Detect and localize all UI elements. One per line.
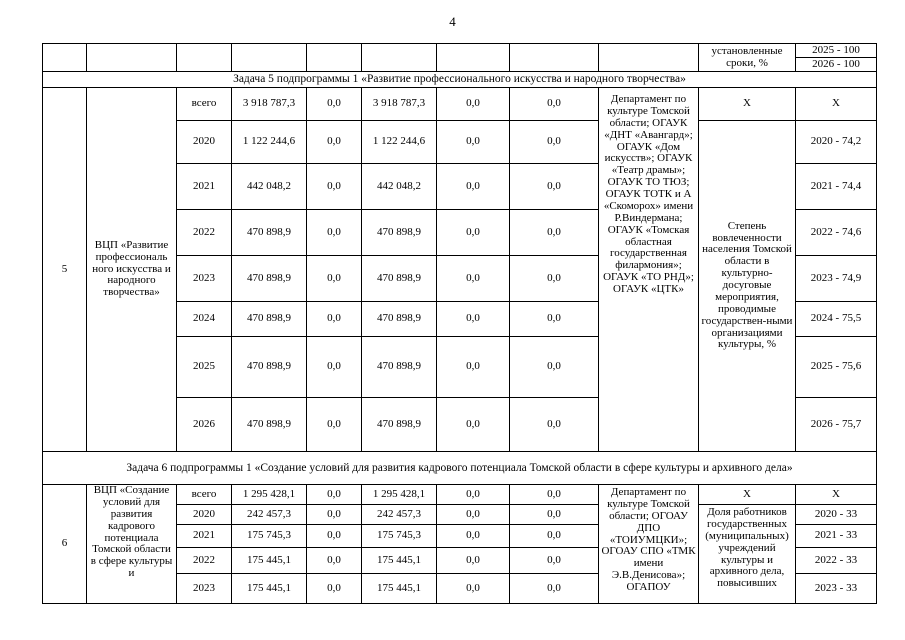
value-cell: 1 122 244,6 [362, 121, 437, 164]
indicator-x: X [699, 485, 796, 505]
year-cell: всего [177, 485, 232, 505]
target-cell: 2022 - 74,6 [796, 210, 877, 256]
task-5-number: 5 [43, 88, 87, 452]
value-cell: 0,0 [510, 88, 599, 121]
value-cell: 0,0 [510, 164, 599, 210]
value-cell: 0,0 [437, 164, 510, 210]
value-cell: 0,0 [307, 164, 362, 210]
value-cell: 242 457,3 [362, 505, 437, 525]
value-cell: 0,0 [437, 505, 510, 525]
total-cell: 442 048,2 [232, 164, 307, 210]
value-cell: 0,0 [437, 210, 510, 256]
target-cell: 2020 - 33 [796, 505, 877, 525]
value-cell: 0,0 [307, 505, 362, 525]
total-cell: 1 122 244,6 [232, 121, 307, 164]
total-cell: 175 745,3 [232, 525, 307, 548]
task-5-title: Задача 5 подпрограммы 1 «Развитие профессионального искусства и народного творчества» [43, 72, 877, 88]
value-cell: 175 445,1 [362, 548, 437, 574]
total-cell: 470 898,9 [232, 210, 307, 256]
total-cell: 470 898,9 [232, 256, 307, 302]
task-6-program-name: ВЦП «Создание условий для развития кадрового потенциала Томской области в сфере культуры и [87, 485, 177, 604]
task-5-row [43, 88, 877, 121]
year-cell: 2023 [177, 574, 232, 604]
program-table [42, 43, 877, 604]
year-cell: 2020 [177, 121, 232, 164]
year-cell: 2020 [177, 505, 232, 525]
value-cell: 442 048,2 [362, 164, 437, 210]
task-6-number: 6 [43, 485, 87, 604]
value-cell: 0,0 [307, 210, 362, 256]
value-cell: 470 898,9 [362, 398, 437, 452]
task-6-title: Задача 6 подпрограммы 1 «Создание условий для развития кадрового потенциала Томской области в сфере культуры и архивного дела» [43, 452, 877, 485]
carryover-target: 2026 - 100 [796, 58, 877, 72]
value-cell: 0,0 [307, 337, 362, 398]
year-cell: 2021 [177, 164, 232, 210]
value-cell: 0,0 [510, 574, 599, 604]
target-cell: 2022 - 33 [796, 548, 877, 574]
value-cell: 0,0 [307, 398, 362, 452]
target-cell: 2023 - 74,9 [796, 256, 877, 302]
value-cell: 470 898,9 [362, 302, 437, 337]
value-cell: 470 898,9 [362, 337, 437, 398]
task-6-header [43, 452, 877, 485]
value-cell: 0,0 [307, 548, 362, 574]
value-cell: 1 295 428,1 [362, 485, 437, 505]
total-cell: 1 295 428,1 [232, 485, 307, 505]
total-cell: 175 445,1 [232, 548, 307, 574]
value-cell: 0,0 [437, 485, 510, 505]
value-cell: 0,0 [307, 256, 362, 302]
value-cell: 0,0 [437, 525, 510, 548]
value-cell: 470 898,9 [362, 256, 437, 302]
value-cell: 0,0 [510, 121, 599, 164]
task-5-indicator: Степень вовлеченности населения Томской области в культурно-досуговые мероприятия, проводимые государствен-ными организациями культуры, % [699, 121, 796, 452]
value-cell: 175 445,1 [362, 574, 437, 604]
value-cell: 0,0 [307, 574, 362, 604]
value-cell: 0,0 [510, 505, 599, 525]
target-cell: 2026 - 75,7 [796, 398, 877, 452]
value-cell: 0,0 [510, 256, 599, 302]
value-cell: 0,0 [307, 88, 362, 121]
value-cell: 0,0 [437, 88, 510, 121]
target-cell: 2021 - 74,4 [796, 164, 877, 210]
indicator-x: X [699, 88, 796, 121]
year-cell: 2025 [177, 337, 232, 398]
value-cell: 0,0 [510, 525, 599, 548]
year-cell: 2023 [177, 256, 232, 302]
value-cell: 0,0 [307, 485, 362, 505]
total-cell: 3 918 787,3 [232, 88, 307, 121]
value-cell: 0,0 [510, 337, 599, 398]
task-5-program-name: ВЦП «Развитие профессиональ ного искусства и народного творчества» [87, 88, 177, 452]
value-cell: 0,0 [437, 398, 510, 452]
target-cell: 2025 - 75,6 [796, 337, 877, 398]
year-cell: 2022 [177, 210, 232, 256]
year-cell: 2026 [177, 398, 232, 452]
task-6-executors: Департамент по культуре Томской области; ОГОАУ ДПО «ТОИУМЦКИ»; ОГОАУ СПО «ТМК имени Э.В.Денисова»; ОГАПОУ [599, 485, 699, 604]
target-cell: 2024 - 75,5 [796, 302, 877, 337]
value-cell: 0,0 [437, 121, 510, 164]
value-cell: 470 898,9 [362, 210, 437, 256]
year-cell: всего [177, 88, 232, 121]
value-cell: 0,0 [437, 337, 510, 398]
value-cell: 0,0 [437, 548, 510, 574]
task-5-executors: Департамент по культуре Томской области; ОГАУК «ДНТ «Авангард»; ОГАУК «Дом искусств»; ОГАУК «Театр драмы»; ОГАУК ТО ТЮЗ; ОГАУК ТОТК и А «Скоморох» имени Р.Виндермана; ОГАУК «Томская областная государственная филармония»; ОГАУК «ТО РНД»; ОГАУК «ЦТК» [599, 88, 699, 452]
year-cell: 2024 [177, 302, 232, 337]
value-cell: 0,0 [307, 121, 362, 164]
year-cell: 2021 [177, 525, 232, 548]
value-cell: 0,0 [510, 548, 599, 574]
target-cell: 2020 - 74,2 [796, 121, 877, 164]
value-cell: 0,0 [437, 256, 510, 302]
value-cell: 0,0 [437, 302, 510, 337]
total-cell: 470 898,9 [232, 398, 307, 452]
value-cell: 175 745,3 [362, 525, 437, 548]
value-cell: 3 918 787,3 [362, 88, 437, 121]
target-cell: X [796, 485, 877, 505]
value-cell: 0,0 [510, 485, 599, 505]
carryover-target: 2025 - 100 [796, 44, 877, 58]
carryover-indicator: установленные сроки, % [699, 44, 796, 72]
value-cell: 0,0 [307, 302, 362, 337]
total-cell: 242 457,3 [232, 505, 307, 525]
task-5-header [43, 72, 877, 88]
target-cell: 2023 - 33 [796, 574, 877, 604]
total-cell: 470 898,9 [232, 302, 307, 337]
year-cell: 2022 [177, 548, 232, 574]
value-cell: 0,0 [307, 525, 362, 548]
task-6-indicator: Доля работников государственных (муниципальных) учреждений культуры и архивного дела, повысивших [699, 505, 796, 604]
target-cell: X [796, 88, 877, 121]
task-6-row [43, 485, 877, 505]
value-cell: 0,0 [510, 210, 599, 256]
target-cell: 2021 - 33 [796, 525, 877, 548]
carryover-row [43, 44, 877, 58]
value-cell: 0,0 [510, 398, 599, 452]
value-cell: 0,0 [510, 302, 599, 337]
value-cell: 0,0 [437, 574, 510, 604]
total-cell: 470 898,9 [232, 337, 307, 398]
page-number: 4 [449, 14, 456, 29]
total-cell: 175 445,1 [232, 574, 307, 604]
